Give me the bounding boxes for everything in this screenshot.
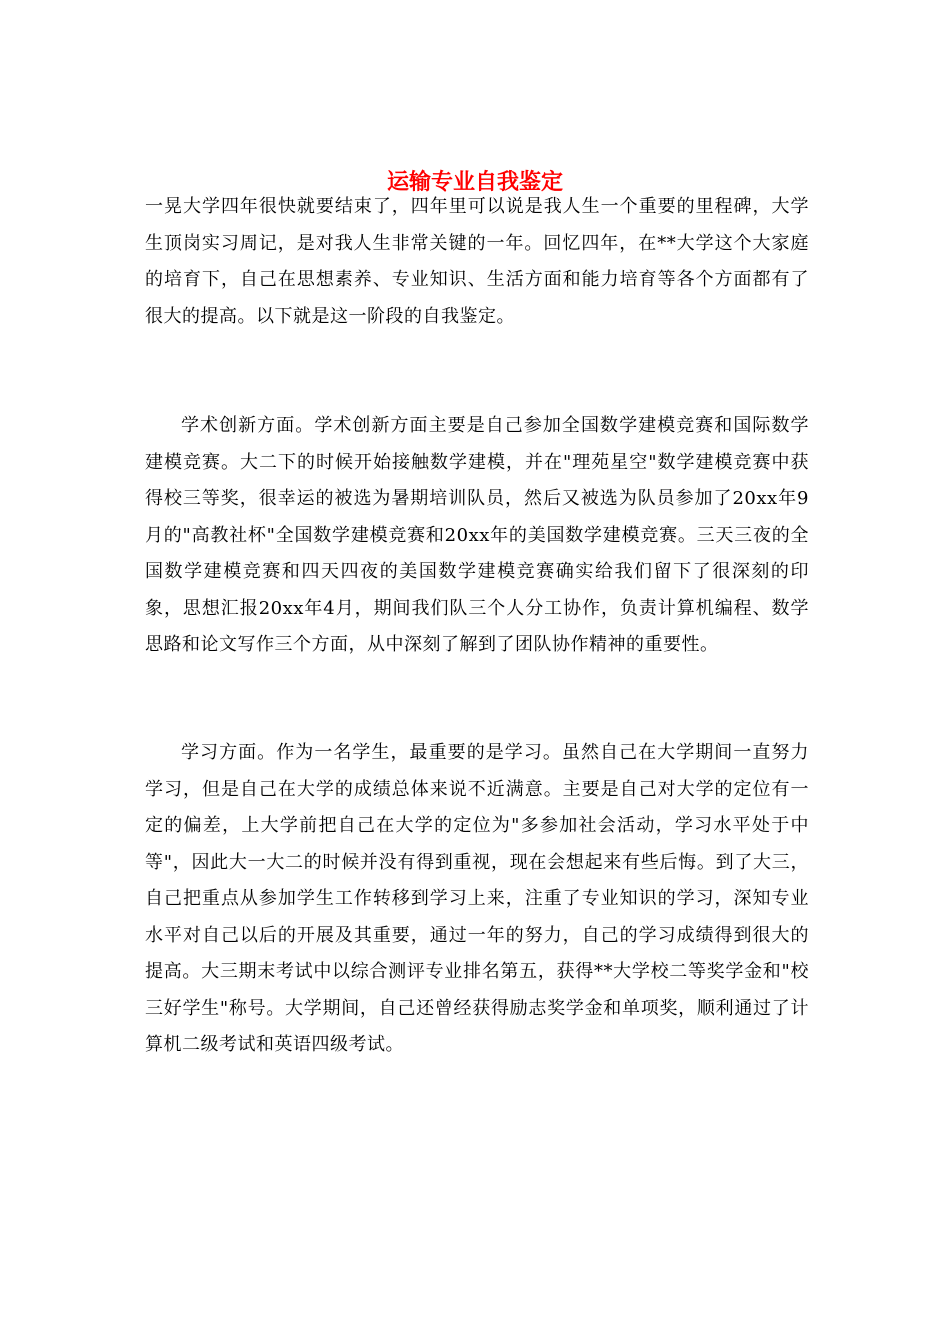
paragraph-intro: 一晃大学四年很快就要结束了，四年里可以说是我人生一个重要的里程碑，大学生顶岗实习周记，是对我人生非常关键的一年。回忆四年，在**大学这个大家庭的培育下，自己在思想素养、专业知识、生活方面和能力培育等各个方面都有了很大的提高。以下就是这一阶段的自我鉴定。: [145, 196, 809, 327]
paragraph-academic-innovation: 学术创新方面。学术创新方面主要是自己参加全国数学建模竞赛和国际数学建模竞赛。大二下的时候开始接触数学建模，并在"理苑星空"数学建模竞赛中获得校三等奖，很幸运的被选为暑期培训队员，然后又被选为队员参加了20xx年9月的"高教社杯"全国数学建模竞赛和20xx年的美国数学建模竞赛。三天三夜的全国数学建模竞赛和四天四夜的美国数学建模竞赛确实给我们留下了很深刻的印象，思想汇报20xx年4月，期间我们队三个人分工协作，负责计算机编程、数学思路和论文写作三个方面，从中深刻了解到了团队协作精神的重要性。: [145, 415, 809, 655]
document-title: 运输专业自我鉴定: [386, 169, 563, 195]
paragraph-study: 学习方面。作为一名学生，最重要的是学习。虽然自己在大学期间一直努力学习，但是自己在大学的成绩总体来说不近满意。主要是自己对大学的定位有一定的偏差，上大学前把自己在大学的定位为"多参加社会活动，学习水平处于中等"，因此大一大二的时候并没有得到重视，现在会想起来有些后悔。到了大三，自己把重点从参加学生工作转移到学习上来，注重了专业知识的学习，深知专业水平对自己以后的开展及其重要，通过一年的努力，自己的学习成绩得到很大的提高。大三期末考试中以综合测评专业排名第五，获得**大学校二等奖学金和"校三好学生"称号。大学期间，自己还曾经获得励志奖学金和单项奖，顺利通过了计算机二级考试和英语四级考试。: [145, 742, 809, 1055]
